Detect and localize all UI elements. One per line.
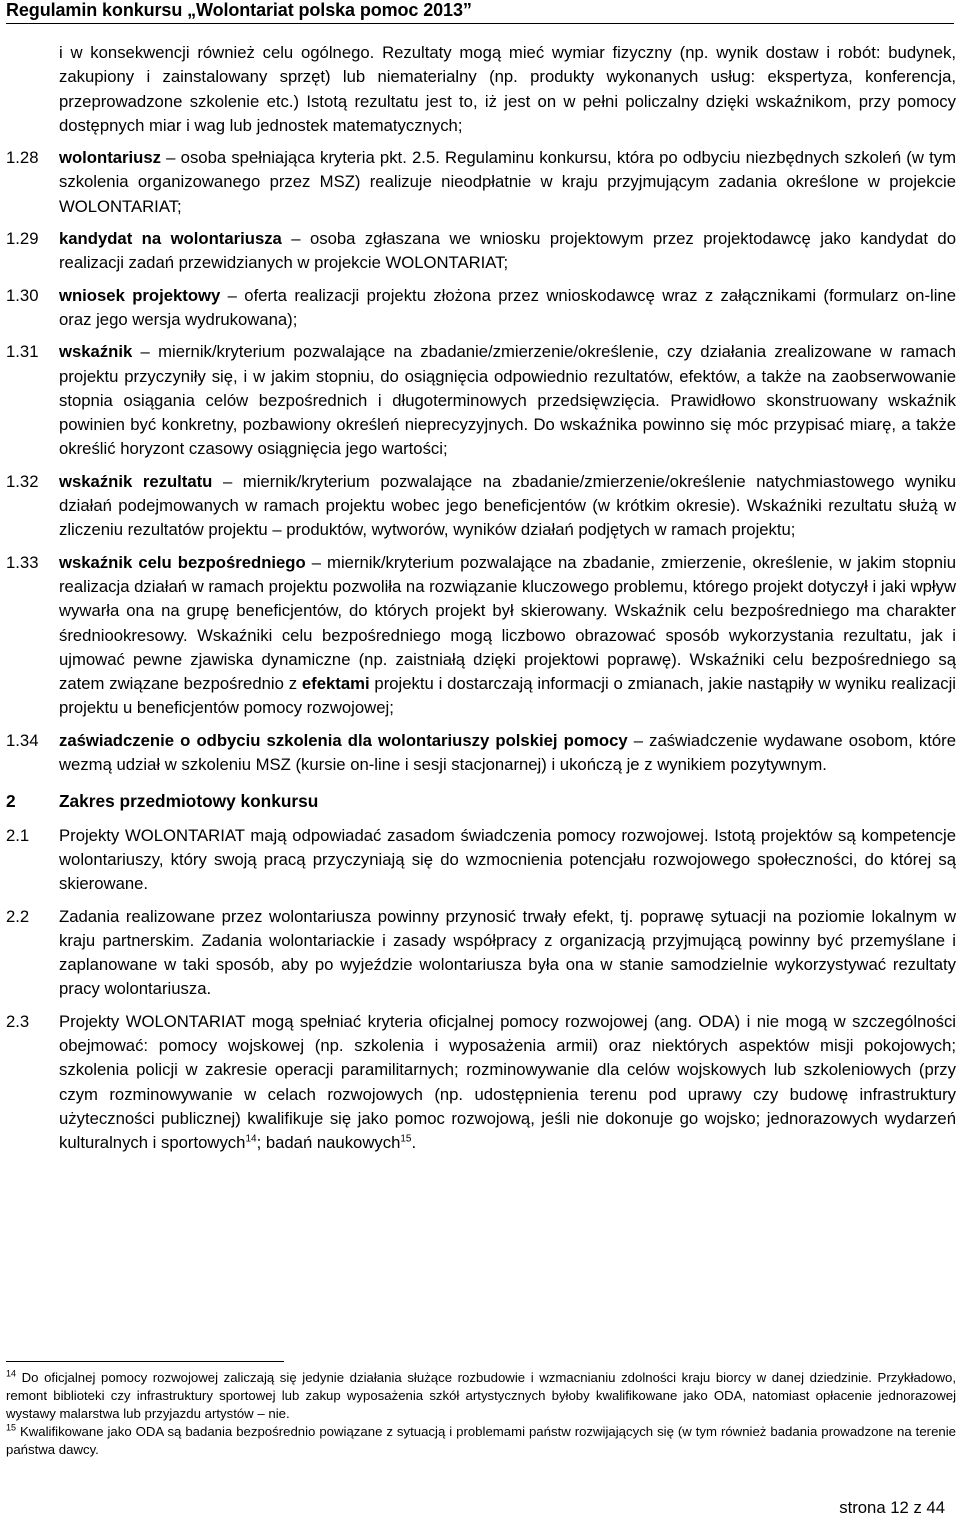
header-title: Regulamin konkursu „Wolontariat polska pomoc 2013”: [6, 0, 472, 20]
item-text: [59, 284, 956, 333]
item-number: 1.29: [6, 229, 39, 249]
document-body: [6, 41, 956, 1163]
footnote-text: Do oficjalnej pomocy rozwojowej zaliczają się jedynie działania służące rozbudowie i wzmacnianiu zdolności kraju biorcy w danej dziedzinie. Przykładowo, remont biblioteki czy infrastruktury sportowej lub zakup wyposażenia szkół artystycznych byłoby kwalifikowane jako ODA, natomiast opłacenie jednorazowej wystawy malarstwa lub przyjazdu artystów – nie.: [6, 1370, 956, 1421]
emphasis: efektami: [301, 674, 370, 694]
footnotes: [6, 1369, 956, 1459]
text-part: Projekty WOLONTARIAT mogą spełniać kryteria oficjalnej pomocy rozwojowej (ang. ODA) i nie mogą w szczególności obejmować: pomocy wojskowej (np. szkolenia i wyposażenia armii) oraz niektórych aspektów misji pokojowych; szkolenia policji w zakresie operacji paramilitarnych; rozminowywanie dla celów wojskowych lub szkoleniowych (przy czym rozminowywanie w celach rozwojowych (np. udostępnienia terenu pod uprawy czy budowę infrastruktury użyteczności publicznej) kwalifikuje się jako pomoc rozwojową, jeśli nie dokonuje go wojsko; jednorazowych wydarzeń kulturalnych i sportowych: [59, 1011, 956, 1153]
item-number: 2.3: [6, 1011, 30, 1031]
section-title: Zakres przedmiotowy konkursu: [59, 791, 319, 812]
definition-item: [6, 551, 956, 721]
definition-item: [6, 227, 956, 276]
footnote: [6, 1369, 956, 1423]
definition: – miernik/kryterium pozwalające na zbadanie/zmierzenie/określenie, czy działania zrealizowane w ramach projektu przyczyniły się, i w jakim stopniu, do osiągnięcia odpowiednio rezultatów, efektów, a także na zaobserwowanie stopnia osiągania celów bezpośrednich i długoterminowych przedsięwzięcia. Prawidłowo skonstruowany wskaźnik powinien być konkretny, pozbawiony określeń nieprecyzyjnych. Do wskaźnika powinno się móc przypisać miarę, a także określić horyzont czasowy osiągnięcia jego wartości;: [59, 342, 956, 459]
footnote-mark: 15: [6, 1422, 17, 1433]
term: wniosek projektowy: [59, 285, 221, 305]
item-number: 1.31: [6, 342, 39, 362]
definition-item: [6, 146, 956, 219]
footnote-separator: [6, 1361, 284, 1362]
footnote: [6, 1423, 956, 1459]
item-text: [59, 729, 956, 778]
item-text: Projekty WOLONTARIAT mają odpowiadać zasadom świadczenia pomocy rozwojowej. Istotą projektów są kompetencje wolontariuszy, który swoją pracą przyczyniają się do wzmocnienia potencjału rozwojowego społeczności, do której są skierowane.: [59, 825, 956, 894]
section-heading: [6, 789, 956, 813]
definition-end: projektu i dostarczają informacji o zmianach, jakie nastąpiły w wyniku realizacji projektu u beneficjentów pomocy rozwojowej;: [59, 674, 956, 718]
footnote-mark: 14: [6, 1368, 17, 1379]
definition-item: [6, 470, 956, 543]
item-text: [59, 1010, 956, 1156]
item-text: [59, 470, 956, 543]
section-item: [6, 1010, 956, 1156]
definition: – miernik/kryterium pozwalające na zbadanie, zmierzenie, określenie, w jakim stopniu realizacja działań w ramach projektu pozwoliła na rozwiązanie kluczowego problemu, którego projekt dotyczył i jaki wpływ wywarła ona na grupę beneficjentów, do których projekt był skierowany. Wskaźnik celu bezpośredniego ma charakter średniookresowy. Wskaźniki celu bezpośredniego mogą liczbowo obrazować sposób wykorzystania rezultatu, jak i ujmować pewne zjawiska dynamiczne (np. zaistniałą dzięki projektowi poprawę). Wskaźniki celu bezpośredniego są zatem związane bezpośrednio z: [59, 552, 956, 694]
item-number: 1.33: [6, 552, 39, 572]
definition: – zaświadczenie wydawane osobom, które wezmą udział w szkoleniu MSZ (kursie on-line i sesji stacjonarnej) i ukończą je z wynikiem pozytywnym.: [59, 730, 956, 775]
item-number: 2.2: [6, 906, 30, 926]
item-text: [59, 227, 956, 276]
item-text: [59, 146, 956, 219]
section-item: [6, 905, 956, 1002]
page-number: strona 12 z 44: [839, 1498, 945, 1517]
item-number: 1.34: [6, 730, 39, 750]
intro-continuation: i w konsekwencji również celu ogólnego. Rezultaty mogą mieć wymiar fizyczny (np. wynik dostaw i robót: budynek, zakupiony i zainstalowany sprzęt) lub niematerialny (np. produkty wykonanych usług: ekspertyza, konferencja, przeprowadzone szkolenie etc.) Istotą rezultatu jest to, iż jest on w pełni policzalny dzięki wskaźnikom, przy pomocy dostępnych miar i wag lub jednostek matematycznych;: [59, 43, 956, 135]
running-header: [6, 0, 954, 21]
item-number: 1.28: [6, 148, 39, 168]
text-part: .: [411, 1133, 417, 1153]
definition-item: [6, 340, 956, 461]
item-number: 2.1: [6, 825, 30, 845]
term: wolontariusz: [59, 148, 161, 168]
section-number: 2: [6, 791, 16, 812]
item-text: [59, 340, 956, 461]
footnote-text: Kwalifikowane jako ODA są badania bezpośrednio powiązane z sytuacją i problemami państw rozwijających się (w tym również badania prowadzone na terenie państwa dawcy.: [6, 1424, 956, 1457]
section-item: [6, 824, 956, 897]
text-part: ; badań naukowych: [256, 1133, 401, 1153]
definition-item: [6, 729, 956, 778]
definition: – osoba spełniająca kryteria pkt. 2.5. Regulaminu konkursu, która po odbyciu niezbędnych szkoleń (w tym szkolenia organizowanego przez MSZ) realizuje nieodpłatnie w kraju przyjmującym zadania określone w projekcie WOLONTARIAT;: [59, 148, 956, 216]
item-number: 1.30: [6, 285, 39, 305]
term: zaświadczenie o odbyciu szkolenia dla wolontariuszy polskiej pomocy: [59, 730, 628, 750]
footnote-ref[interactable]: 15: [400, 1133, 412, 1145]
definition: – oferta realizacji projektu złożona przez wnioskodawcę wraz z załącznikami (formularz on-line oraz jego wersja wydrukowana);: [59, 285, 956, 329]
term: wskaźnik: [59, 342, 133, 362]
term: kandydat na wolontariusza: [59, 229, 282, 249]
definition-item: [6, 284, 956, 333]
footnote-ref[interactable]: 14: [245, 1133, 257, 1145]
header-rule: [6, 23, 954, 24]
term: wskaźnik celu bezpośredniego: [59, 552, 306, 572]
item-text: Zadania realizowane przez wolontariusza powinny przynosić trwały efekt, tj. poprawę sytuacji na poziomie lokalnym w kraju partnerskim. Zadania wolontariackie i zasady współpracy z organizacją przyjmującą powinny być przemyślane i zaplanowane w taki sposób, aby po wyjeździe wolontariusza była ona w stanie samodzielnie wykorzystywać rezultaty pracy wolontariusza.: [59, 906, 956, 999]
definition: – miernik/kryterium pozwalające na zbadanie/zmierzenie/określenie natychmiastowego wyniku działań podejmowanych w ramach projektu wobec jego beneficjentów (w krótkim okresie). Wskaźniki rezultatu służą w zliczeniu rezultatów projektu – produktów, wytworów, wyników działań podjętych w ramach projektu;: [59, 471, 957, 540]
item-number: 1.32: [6, 471, 39, 491]
definition: – osoba zgłaszana we wniosku projektowym przez projektodawcę jako kandydat do realizacji zadań przewidzianych w projekcie WOLONTARIAT;: [59, 229, 956, 273]
item-text: [59, 551, 956, 721]
term: wskaźnik rezultatu: [59, 471, 213, 491]
